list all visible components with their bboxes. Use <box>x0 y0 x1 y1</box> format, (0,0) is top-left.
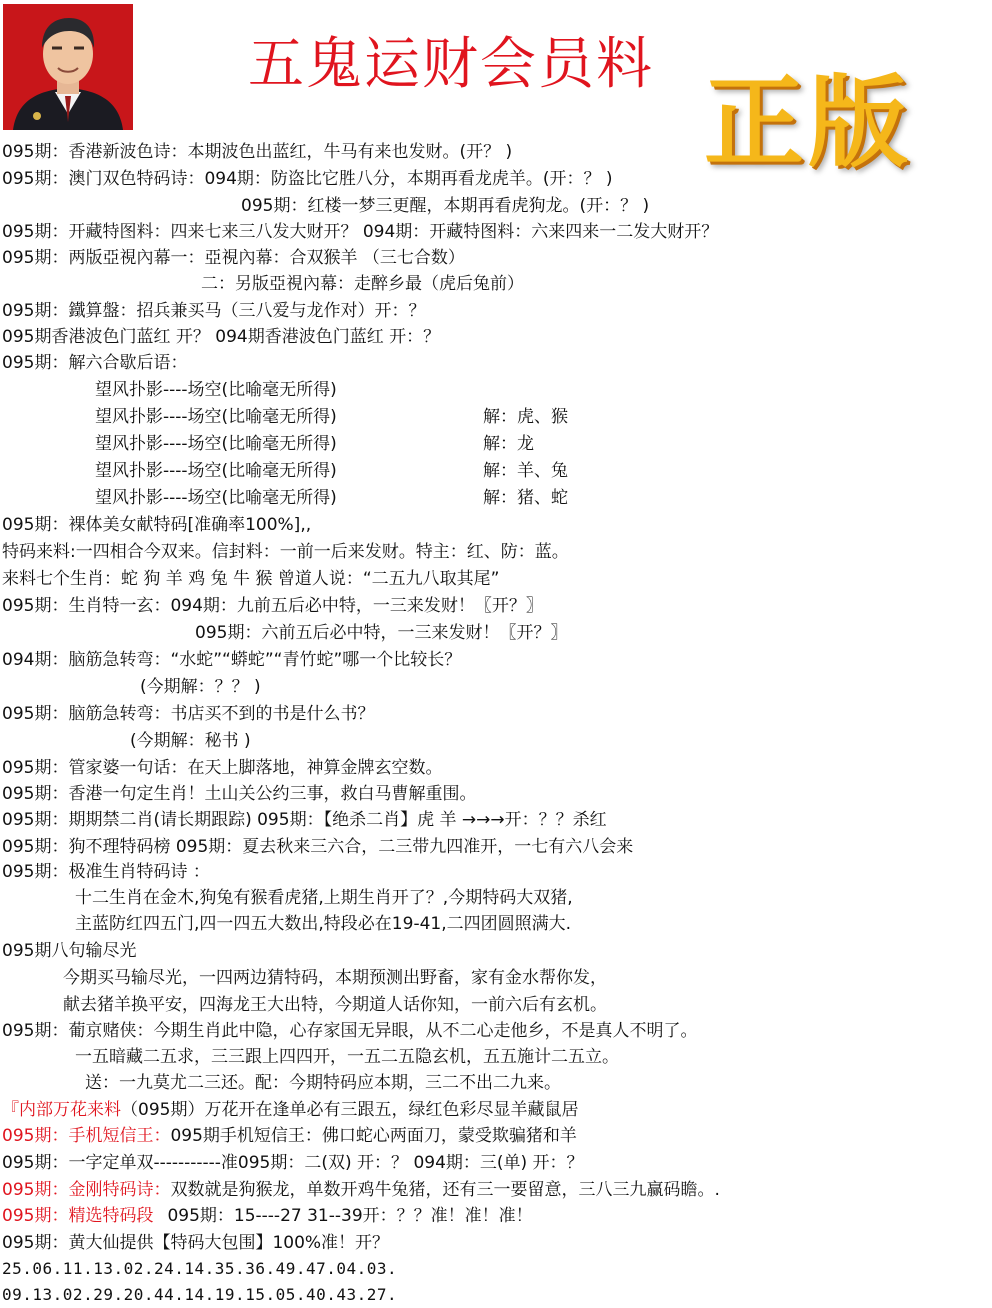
line-25: 095期：香港一句定生肖！土山关公约三事，救白马曹解重围。 <box>2 784 477 804</box>
line-38-highlight: 095期：手机短信王： <box>2 1126 171 1146</box>
line-05: 095期：两版亞視內幕一：亞視內幕：合双猴羊 （三七合数） <box>2 248 465 268</box>
line-39: 095期：一字定单双-----------准095期：二(双) 开：？ 094期：三(单) 开：？ <box>2 1153 584 1173</box>
line-14-answer: 解：猪、蛇 <box>483 488 568 508</box>
line-22: 095期：脑筋急转弯：书店买不到的书是什么书？ <box>2 704 375 724</box>
line-40-highlight: 095期：金刚特码诗： <box>2 1180 171 1200</box>
line-10: 望风扑影----场空(比喻毫无所得) <box>95 380 337 400</box>
line-13-answer: 解：羊、兔 <box>483 461 568 481</box>
line-19: 095期：六前五后必中特，一三来发财！〖开？〗 <box>195 623 568 643</box>
line-09: 095期：解六合歇后语： <box>2 353 188 373</box>
line-06: 二：另版亞視內幕：走醉乡最（虎后兔前） <box>201 274 524 294</box>
line-08: 095期香港波色门蓝红 开？ 094期香港波色门蓝红 开：？ <box>2 327 441 347</box>
line-37 <box>2 1100 578 1120</box>
line-17: 来料七个生肖：蛇 狗 羊 鸡 兔 牛 猴 曾道人说：“二五九八取其尾” <box>2 569 500 589</box>
line-20: 094期：脑筋急转弯：“水蛇”“蟒蛇”“青竹蛇”哪一个比较长？ <box>2 650 462 670</box>
line-31: 095期八句输尽光 <box>2 941 137 961</box>
portrait-photo <box>3 4 133 130</box>
line-03: 095期：红楼一梦三更醒，本期再看虎狗龙。(开：？ ) <box>241 196 650 216</box>
line-33: 献去猪羊换平安，四海龙王大出特，今期道人话你知，一前六后有玄机。 <box>63 995 607 1015</box>
line-37-highlight: 『内部万花来料 <box>2 1100 121 1120</box>
line-02: 095期：澳门双色特码诗：094期：防盗比它胜八分，本期再看龙虎羊。(开：？ ) <box>2 169 613 189</box>
line-41 <box>2 1206 533 1226</box>
page-title: 五鬼运财会员料 <box>248 32 654 97</box>
numbers-row-1: 25.06.11.13.02.24.14.35.36.49.47.04.03. <box>2 1259 398 1278</box>
line-40-text: 双数就是狗猴龙，单数开鸡牛兔猪，还有三一要留意，三八三九赢码瞻。. <box>170 1180 720 1200</box>
line-38 <box>2 1126 577 1146</box>
line-04: 095期：开藏特图料：四来七来三八发大财开？ 094期：开藏特图料：六来四来一二发大财开？ <box>2 222 719 242</box>
line-27: 095期：狗不理特码榜 095期：夏去秋来三六合，二三带九四准开，一七有六八会来 <box>2 837 634 857</box>
line-41-text: 095期：15----27 31--39开：？？准！准！准！ <box>167 1206 533 1226</box>
line-42: 095期：黄大仙提供【特码大包围】100%准！开？ <box>2 1233 390 1253</box>
line-34: 095期：葡京赌侠：今期生肖此中隐，心存家国无异眼，从不二心走他乡，不是真人不明了。 <box>2 1021 698 1041</box>
line-12-answer: 解：龙 <box>483 434 534 454</box>
line-21: (今期解：？？ ) <box>140 677 261 697</box>
line-14: 望风扑影----场空(比喻毫无所得) <box>95 488 337 508</box>
line-07: 095期：鐵算盤：招兵兼买马（三八爱与龙作对）开：？ <box>2 301 426 321</box>
line-29: 十二生肖在金木,狗兔有猴看虎猪,上期生肖开了？,今期特码大双猪, <box>75 888 573 908</box>
line-28: 095期：极准生肖特码诗 ： <box>2 862 210 882</box>
line-37-text: （095期）万花开在逢单必有三跟五，绿红色彩尽显羊藏鼠居 <box>121 1100 579 1120</box>
line-40 <box>2 1180 720 1200</box>
line-13: 望风扑影----场空(比喻毫无所得) <box>95 461 337 481</box>
line-26: 095期：期期禁二肖(请长期跟踪) 095期：【绝杀二肖】虎 羊 →→→开：？？杀红 <box>2 810 607 830</box>
line-11-answer: 解：虎、猴 <box>483 407 568 427</box>
line-15: 095期：裸体美女献特码[准确率100%],, <box>2 515 312 535</box>
line-38-text: 095期手机短信王：佛口蛇心两面刀，蒙受欺骗猪和羊 <box>170 1126 577 1146</box>
line-16: 特码来料:一四相合今双来。信封料：一前一后来发财。特主：红、防：蓝。 <box>2 542 569 562</box>
line-32: 今期买马输尽光，一四两边猜特码，本期预测出野畜，家有金水帮你发， <box>63 968 607 988</box>
portrait-illustration <box>3 4 133 130</box>
numbers-row-2: 09.13.02.29.20.44.14.19.15.05.40.43.27. <box>2 1285 398 1304</box>
line-24: 095期：管家婆一句话：在天上脚落地，神算金牌玄空数。 <box>2 758 443 778</box>
line-35: 一五暗藏二五求，三三跟上四四开，一五二五隐玄机，五五施计二五立。 <box>75 1047 619 1067</box>
line-30: 主蓝防红四五门,四一四五大数出,特段必在19-41,二四团圆照满大. <box>75 914 572 934</box>
line-36: 送：一九莫尤二三还。配：今期特码应本期，三二不出二九来。 <box>85 1073 561 1093</box>
genuine-badge: 正版 <box>704 63 912 181</box>
line-41-highlight: 095期：精选特码段 <box>2 1206 154 1226</box>
line-23: (今期解：秘书 ) <box>130 731 251 751</box>
line-18: 095期：生肖特一玄：094期：九前五后必中特，一三来发财！〖开？〗 <box>2 596 543 616</box>
line-01: 095期：香港新波色诗：本期波色出蓝红，牛马有来也发财。(开？ ) <box>2 142 513 162</box>
line-12: 望风扑影----场空(比喻毫无所得) <box>95 434 337 454</box>
line-11: 望风扑影----场空(比喻毫无所得) <box>95 407 337 427</box>
